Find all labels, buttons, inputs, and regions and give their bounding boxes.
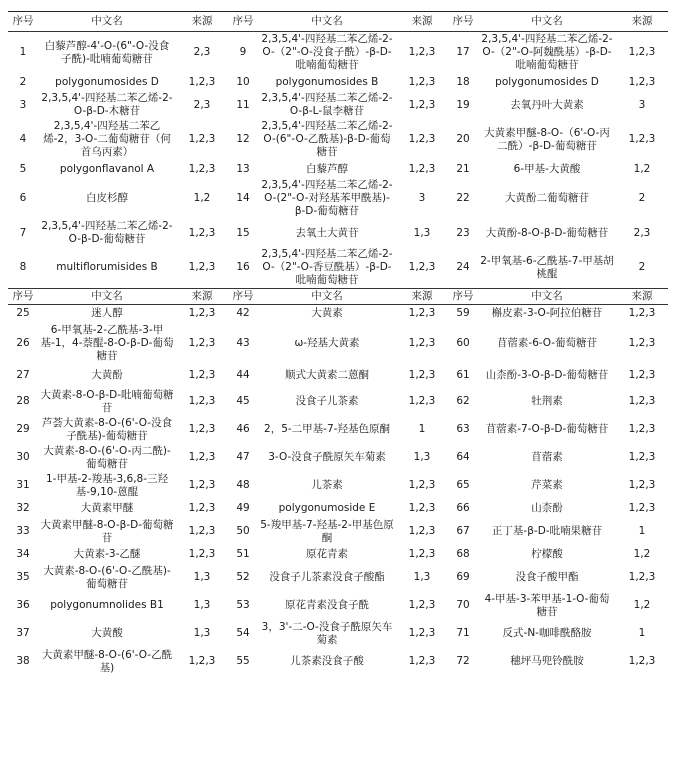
- compound-name: polygonumnolides B1: [50, 599, 164, 611]
- compound-name: polygonumosides D: [55, 75, 159, 88]
- compound-id: 30: [16, 451, 30, 463]
- compound-name: 大黄酸: [91, 627, 123, 639]
- compound-source: 1,2,3: [628, 133, 656, 145]
- compound-name: 2,3,5,4'-四羟基二苯乙烯-2，3-O-二葡萄糖苷（何首乌丙素）: [43, 120, 171, 158]
- header-name: 中文名: [478, 289, 616, 305]
- compound-id: 8: [19, 261, 27, 273]
- compound-id: 55: [236, 655, 250, 667]
- compound-source: 1,2: [193, 192, 211, 204]
- compound-source: 1,2,3: [408, 133, 436, 145]
- compound-name: 1-甲基-2-羧基-3,6,8-三羟基-9,10-蒽醌: [45, 472, 169, 498]
- compound-name: 2,3,5,4'-四羟基二苯乙烯-2-O-（2"-O-没食子酰）-β-D-吡喃葡萄糖苷: [261, 33, 393, 71]
- compound-source: 2,3: [193, 46, 211, 58]
- compound-id: 47: [236, 451, 250, 463]
- compound-id: 15: [236, 226, 250, 239]
- compound-source: 1,3: [193, 599, 211, 611]
- compound-name: 4-甲基-3-苯甲基-1-O-葡萄糖苷: [484, 592, 610, 618]
- compound-source: 1,2,3: [188, 479, 216, 491]
- compound-source: 1,2,3: [408, 525, 436, 537]
- compound-source: 1,3: [413, 226, 431, 239]
- compound-id: 21: [456, 162, 470, 175]
- compound-name: 2,3,5,4'-四羟基二苯乙烯-2-O-(6"-O-乙酰基)-β-D-葡萄糖苷: [261, 120, 393, 158]
- header-source: 来源: [176, 289, 228, 305]
- compound-source: 1,2,3: [188, 395, 216, 407]
- compound-source: 1,2,3: [188, 133, 216, 145]
- compound-id: 64: [456, 451, 470, 463]
- compound-id: 25: [16, 307, 30, 320]
- table-row: [8, 160, 668, 178]
- compound-id: 37: [16, 627, 30, 639]
- header-id: 序号: [8, 12, 38, 32]
- compound-name: 反式-N-咖啡酰酪胺: [502, 627, 592, 639]
- table-row: [8, 416, 668, 444]
- compound-name: 正丁基-β-D-吡喃果糖苷: [491, 525, 603, 537]
- compound-source: 2: [638, 261, 646, 273]
- compound-name: polygonumoside E: [278, 502, 376, 514]
- compound-source: 1,2,3: [408, 46, 436, 58]
- compound-name: 山柰酚-3-O-β-D-葡萄糖苷: [485, 369, 609, 381]
- compound-id: 36: [16, 599, 30, 611]
- header-row: [8, 12, 668, 32]
- compound-name: polygonumosides D: [495, 75, 599, 88]
- compound-name: 6-甲基-大黄酸: [513, 162, 581, 175]
- compound-id: 52: [236, 571, 250, 583]
- compound-source: 1,2,3: [408, 599, 436, 611]
- compound-source: 1,2,3: [628, 571, 656, 583]
- compound-source: 3: [638, 98, 646, 111]
- table-row: [8, 546, 668, 564]
- compound-name: 芹菜素: [531, 479, 563, 491]
- compound-name: 2,3,5,4'-四羟基二苯乙烯-2-O-β-L-鼠李糖苷: [261, 92, 393, 117]
- compound-name: 柠檬酸: [531, 548, 563, 560]
- compound-name: 白皮杉醇: [86, 192, 128, 204]
- compound-id: 7: [19, 226, 27, 239]
- compound-id: 71: [456, 627, 470, 639]
- compound-name: 3-O-没食子酰原矢车菊素: [268, 451, 386, 463]
- header-name: 中文名: [258, 12, 396, 32]
- compound-source: 1,2: [633, 599, 651, 611]
- compound-id: 2: [19, 75, 27, 88]
- compound-id: 32: [16, 502, 30, 514]
- compound-name: 大黄酚-8-O-β-D-葡萄糖苷: [485, 226, 609, 239]
- header-id: 序号: [448, 12, 478, 32]
- compound-name: 大黄素-8-O-β-D-吡喃葡萄糖苷: [40, 388, 174, 414]
- table-row: [8, 91, 668, 119]
- header-name: 中文名: [38, 289, 176, 305]
- compound-id: 23: [456, 226, 470, 239]
- compound-id: 59: [456, 307, 470, 320]
- header-source: 来源: [396, 12, 448, 32]
- compound-source: 1,2,3: [408, 655, 436, 667]
- compound-name: 大黄素: [311, 307, 343, 320]
- compound-name: 大黄酚二葡萄糖苷: [505, 192, 589, 204]
- compound-source: 1,2,3: [628, 423, 656, 435]
- compound-name: 2,3,5,4'-四羟基二苯乙烯-2-O-(2"-O-对羟基苯甲酰基)-β-D-葡萄糖苷: [261, 179, 393, 217]
- compound-source: 1,2,3: [408, 98, 436, 111]
- compound-name: 顺式大黄素二蒽酮: [285, 369, 369, 381]
- compound-source: 1,2,3: [188, 226, 216, 239]
- header-id: 序号: [228, 12, 258, 32]
- compound-name: 大黄素甲醚: [80, 502, 134, 514]
- compound-source: 1,2,3: [628, 75, 656, 88]
- compound-id: 1: [19, 46, 27, 58]
- compound-id: 67: [456, 525, 470, 537]
- compound-name: 2，5-二甲基-7-羟基色原酮: [264, 423, 390, 435]
- compound-name: 3，3'-二-O-没食子酰原矢车菊素: [261, 620, 393, 646]
- compound-name: 大黄素甲醚-8-O-（6'-O-丙二酰）-β-D-葡萄糖苷: [484, 126, 610, 152]
- compound-source: 2,3: [193, 98, 211, 111]
- compound-name: 芦荟大黄素-8-O-(6'-O-没食子酰基)-葡萄糖苷: [41, 416, 173, 442]
- compound-id: 38: [16, 655, 30, 667]
- header-name: 中文名: [38, 12, 176, 32]
- compound-source: 1,2,3: [408, 162, 436, 175]
- compound-id: 13: [236, 162, 250, 175]
- compound-name: polygonumosides B: [275, 75, 379, 88]
- compound-table: [8, 11, 668, 676]
- compound-id: 72: [456, 655, 470, 667]
- compound-name: 2,3,5,4'-四羟基二苯乙烯-2-O-（2"-O-香豆酰基）-β-D-吡喃葡萄糖苷: [261, 248, 393, 286]
- compound-id: 22: [456, 192, 470, 204]
- compound-id: 18: [456, 75, 470, 88]
- compound-id: 28: [16, 395, 30, 407]
- table-row: [8, 564, 668, 592]
- compound-id: 26: [16, 336, 30, 349]
- header-id: 序号: [8, 289, 38, 305]
- compound-name: 大黄素甲醚-8-O-(6'-O-乙酰基): [41, 648, 173, 674]
- compound-name: 原花青素没食子酰: [285, 599, 369, 611]
- compound-source: 1,2,3: [408, 502, 436, 514]
- compound-source: 1,3: [413, 451, 431, 463]
- compound-source: 1,2,3: [188, 307, 216, 320]
- compound-name: polygonflavanol A: [59, 162, 155, 175]
- header-source: 来源: [616, 289, 668, 305]
- compound-source: 1,2,3: [188, 525, 216, 537]
- table-row: [8, 648, 668, 676]
- compound-source: 1,2,3: [408, 75, 436, 88]
- compound-source: 1,2: [633, 548, 651, 560]
- compound-source: 1,2,3: [628, 307, 656, 320]
- compound-id: 4: [19, 133, 27, 145]
- compound-source: 1,2,3: [408, 395, 436, 407]
- compound-name: 没食子儿茶素没食子酸酯: [269, 571, 385, 583]
- compound-id: 46: [236, 423, 250, 435]
- compound-id: 10: [236, 75, 250, 88]
- compound-id: 54: [236, 627, 250, 639]
- compound-source: 1,2,3: [628, 502, 656, 514]
- table-row: [8, 32, 668, 74]
- compound-source: 1,2,3: [628, 395, 656, 407]
- compound-source: 1,2,3: [628, 451, 656, 463]
- compound-name: 苜蓿素-7-O-β-D-葡萄糖苷: [485, 423, 609, 435]
- compound-id: 69: [456, 571, 470, 583]
- compound-source: 1,2,3: [188, 655, 216, 667]
- compound-id: 9: [239, 46, 247, 58]
- compound-id: 66: [456, 502, 470, 514]
- compound-source: 1,3: [193, 627, 211, 639]
- table-row: [8, 73, 668, 91]
- compound-source: 3: [418, 192, 426, 204]
- compound-name: 原花青素: [306, 548, 348, 560]
- compound-source: 1,2,3: [188, 423, 216, 435]
- compound-name: ω-羟基大黄素: [294, 336, 360, 349]
- table-row: [8, 219, 668, 247]
- compound-name: 槲皮素-3-O-阿拉伯糖苷: [491, 307, 603, 320]
- compound-name: 白藜芦醇-4'-O-(6"-O-没食子酰)-吡喃葡萄糖苷: [44, 39, 170, 65]
- compound-name: 苜蓿素: [531, 451, 563, 463]
- table-row: [8, 305, 668, 323]
- compound-name: 迷人醇: [91, 307, 123, 320]
- compound-source: 1,2,3: [408, 548, 436, 560]
- compound-name: 没食子儿茶素: [295, 395, 359, 407]
- header-id: 序号: [448, 289, 478, 305]
- compound-id: 35: [16, 571, 30, 583]
- compound-id: 33: [16, 525, 30, 537]
- header-source: 来源: [176, 12, 228, 32]
- compound-table-wrapper: [8, 11, 668, 676]
- compound-name: 没食子酸甲酯: [515, 571, 579, 583]
- compound-id: 24: [456, 261, 470, 273]
- compound-id: 68: [456, 548, 470, 560]
- header-id: 序号: [228, 289, 258, 305]
- compound-id: 27: [16, 369, 30, 381]
- compound-name: 大黄酚: [91, 369, 123, 381]
- compound-id: 31: [16, 479, 30, 491]
- table-row: [8, 388, 668, 416]
- header-source: 来源: [616, 12, 668, 32]
- table-row: [8, 323, 668, 364]
- compound-id: 51: [236, 548, 250, 560]
- compound-id: 16: [236, 261, 250, 273]
- compound-name: 大黄素-8-O-(6'-O-乙酰基)-葡萄糖苷: [43, 564, 171, 590]
- table-row: [8, 178, 668, 219]
- table-row: [8, 518, 668, 546]
- compound-name: 去氧丹叶大黄素: [510, 98, 584, 111]
- compound-id: 42: [236, 307, 250, 320]
- compound-source: 1,2,3: [628, 479, 656, 491]
- header-row: [8, 289, 668, 305]
- table-row: [8, 592, 668, 620]
- compound-source: 1,2,3: [408, 479, 436, 491]
- compound-name: 穗坪马兜铃酰胺: [510, 655, 584, 667]
- compound-source: 1: [638, 627, 646, 639]
- compound-name: 大黄素甲醚-8-O-β-D-葡萄糖苷: [40, 518, 174, 544]
- compound-id: 70: [456, 599, 470, 611]
- compound-id: 48: [236, 479, 250, 491]
- compound-id: 53: [236, 599, 250, 611]
- compound-name: 大黄素-8-O-(6'-O-丙二酰)-葡萄糖苷: [43, 444, 171, 470]
- compound-id: 43: [236, 336, 250, 349]
- table-section-1: [8, 32, 668, 289]
- compound-id: 19: [456, 98, 470, 111]
- compound-source: 1,3: [413, 571, 431, 583]
- compound-name: multiflorumisides B: [56, 261, 158, 273]
- compound-id: 60: [456, 336, 470, 349]
- table-row: [8, 119, 668, 160]
- compound-id: 29: [16, 423, 30, 435]
- compound-id: 14: [236, 192, 250, 204]
- header-name: 中文名: [258, 289, 396, 305]
- compound-source: 2: [638, 192, 646, 204]
- compound-source: 1,2,3: [408, 336, 436, 349]
- compound-name: 大黄素-3-乙醚: [73, 548, 141, 560]
- header-name: 中文名: [478, 12, 616, 32]
- compound-name: 2,3,5,4'-四羟基二苯乙烯-2-O-（2"-O-阿魏酰基）-β-D-吡喃葡萄糖苷: [481, 33, 613, 71]
- compound-id: 11: [236, 98, 250, 111]
- compound-source: 1,2,3: [628, 336, 656, 349]
- compound-source: 1: [418, 423, 426, 435]
- compound-source: 1,2,3: [628, 369, 656, 381]
- compound-name: 2,3,5,4'-四羟基二苯乙烯-2-O-β-D-木糖苷: [41, 92, 173, 117]
- compound-id: 34: [16, 548, 30, 560]
- compound-source: 1,2,3: [188, 502, 216, 514]
- compound-source: 1,2: [633, 162, 651, 175]
- compound-source: 1,3: [193, 571, 211, 583]
- table-section-2: [8, 305, 668, 676]
- table-row: [8, 444, 668, 472]
- compound-id: 49: [236, 502, 250, 514]
- compound-id: 6: [19, 192, 27, 204]
- compound-id: 65: [456, 479, 470, 491]
- table-section-2-header: [8, 289, 668, 305]
- compound-id: 12: [236, 133, 250, 145]
- compound-id: 3: [19, 98, 27, 111]
- compound-source: 1,2,3: [188, 75, 216, 88]
- compound-id: 5: [19, 162, 27, 175]
- compound-id: 20: [456, 133, 470, 145]
- compound-source: 1,2,3: [408, 307, 436, 320]
- compound-source: 1,2,3: [408, 369, 436, 381]
- compound-name: 白藜芦醇: [306, 162, 348, 175]
- compound-name: 5-羧甲基-7-羟基-2-甲基色原酮: [260, 518, 394, 544]
- compound-name: 2-甲氧基-6-乙酰基-7-甲基胡桃醌: [480, 254, 614, 280]
- compound-source: 1,2,3: [628, 46, 656, 58]
- compound-id: 44: [236, 369, 250, 381]
- compound-source: 1,2,3: [628, 655, 656, 667]
- compound-source: 1: [638, 525, 646, 537]
- compound-id: 17: [456, 46, 470, 58]
- table-row: [8, 364, 668, 388]
- compound-name: 2,3,5,4'-四羟基二苯乙烯-2-O-β-D-葡萄糖苷: [41, 220, 173, 245]
- compound-source: 1,2,3: [408, 627, 436, 639]
- compound-source: 1,2,3: [188, 451, 216, 463]
- compound-name: 儿茶素没食子酸: [290, 655, 364, 667]
- table-row: [8, 620, 668, 648]
- compound-name: 苜蓿素-6-O-葡萄糖苷: [496, 336, 598, 349]
- compound-source: 1,2,3: [188, 261, 216, 273]
- compound-name: 去氧土大黄苷: [295, 226, 359, 239]
- compound-source: 1,2,3: [188, 162, 216, 175]
- compound-name: 山柰酚: [531, 502, 563, 514]
- compound-id: 45: [236, 395, 250, 407]
- compound-source: 1,2,3: [188, 336, 216, 349]
- compound-source: 1,2,3: [408, 261, 436, 273]
- compound-id: 63: [456, 423, 470, 435]
- compound-source: 2,3: [633, 226, 651, 239]
- compound-id: 61: [456, 369, 470, 381]
- compound-source: 1,2,3: [188, 548, 216, 560]
- compound-name: 牡荆素: [531, 395, 563, 407]
- compound-source: 1,2,3: [188, 369, 216, 381]
- compound-name: 6-甲氧基-2-乙酰基-3-甲基-1，4-萘醌-8-O-β-D-葡萄糖苷: [40, 323, 174, 362]
- compound-name: 儿茶素: [311, 479, 343, 491]
- table-row: [8, 472, 668, 500]
- compound-id: 50: [236, 525, 250, 537]
- table-row: [8, 500, 668, 518]
- header-source: 来源: [396, 289, 448, 305]
- compound-id: 62: [456, 395, 470, 407]
- table-row: [8, 247, 668, 289]
